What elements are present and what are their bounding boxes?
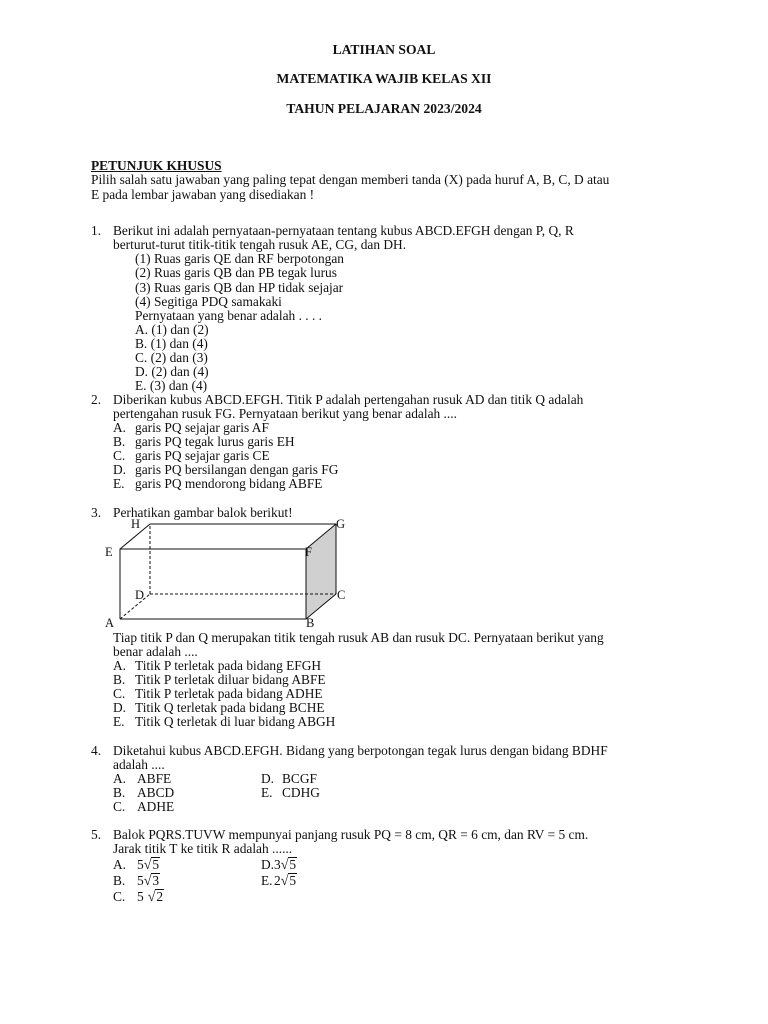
q5-number: 5. [91,827,102,842]
q5-option-letter: B. [113,873,126,888]
q5-option-letter: D. [261,857,275,872]
q2-option-letter: A. [113,420,127,435]
vertex-label-b: B [306,616,315,630]
q4-option-letter: E. [261,785,273,800]
q1-text-2: berturut-turut titik-titik tengah rusuk AE, CG, dan DH. [113,237,407,252]
vertex-label-d: D [135,588,145,602]
q3-number: 3. [91,505,102,520]
q5-coefficient: 5 [137,889,144,904]
q4-option-text: BCGF [282,771,317,786]
q3-option-text: Titik Q terletak di luar bidang ABGH [135,714,336,729]
q2-option-text: garis PQ mendorong bidang ABFE [135,476,323,491]
q1-prompt: Pernyataan yang benar adalah . . . . [135,308,323,323]
q1-statement: (4) Segitiga PDQ samakaki [135,294,282,309]
sqrt-symbol: √ [143,858,152,873]
q5-coefficient: 2 [274,873,281,888]
q1-number: 1. [91,223,102,238]
q3-option-letter: A. [113,658,127,673]
q4-option-letter: B. [113,785,126,800]
vertex-label-e: E [105,545,113,559]
q5-option-value [274,857,297,873]
vertex-label-g: G [336,517,346,531]
q3-text-2: benar adalah .... [113,644,198,659]
q4-option-text: CDHG [282,785,320,800]
q5-option-letter: C. [113,889,126,904]
q2-option-letter: E. [113,476,125,491]
q4-number: 4. [91,743,102,758]
q3-option-text: Titik P terletak pada bidang ADHE [135,686,323,701]
q3-option-letter: C. [113,686,126,701]
q2-option-letter: C. [113,448,126,463]
q5-text-2: Jarak titik T ke titik R adalah ...... [113,841,293,856]
sqrt-symbol: √ [147,890,156,905]
q4-text-2: adalah .... [113,757,165,772]
q2-option-letter: D. [113,462,127,477]
q3-option-letter: E. [113,714,125,729]
q2-option-text: garis PQ sejajar garis CE [135,448,270,463]
q5-coefficient: 5 [137,873,144,888]
q3-option-letter: D. [113,700,127,715]
q5-radicand: 5 [289,857,297,872]
q5-option-value [137,873,160,889]
shaded-face-bcgf [306,524,336,619]
q1-option: A. (1) dan (2) [135,322,209,337]
q3-option-text: Titik P terletak diluar bidang ABFE [135,672,326,687]
vertex-label-c: C [337,588,346,602]
q5-option-value [137,857,160,873]
q3-text: Perhatikan gambar balok berikut! [113,505,293,520]
q2-number: 2. [91,392,102,407]
q4-text-1: Diketahui kubus ABCD.EFGH. Bidang yang berpotongan tegak lurus dengan bidang BDHF [113,743,608,758]
q5-text-1: Balok PQRS.TUVW mempunyai panjang rusuk PQ = 8 cm, QR = 6 cm, dan RV = 5 cm. [113,827,589,842]
doc-year: TAHUN PELAJARAN 2023/2024 [286,101,482,116]
q2-text-1: Diberikan kubus ABCD.EFGH. Titik P adalah pertengahan rusuk AD dan titik Q adalah [113,392,584,407]
q5-option-value [274,873,297,889]
q3-option-text: Titik Q terletak pada bidang BCHE [135,700,325,715]
q1-statement: (3) Ruas garis QB dan HP tidak sejajar [135,280,344,295]
cuboid-figure [100,514,360,632]
q1-option: D. (2) dan (4) [135,364,209,379]
q4-option-letter: D. [261,771,275,786]
doc-subject: MATEMATIKA WAJIB KELAS XII [276,71,492,86]
vertex-label-a: A [105,616,115,630]
sqrt-symbol: √ [280,874,289,889]
q5-coefficient: 5 [137,857,144,872]
doc-title: LATIHAN SOAL [332,42,436,57]
q1-statement: (2) Ruas garis QB dan PB tegak lurus [135,265,337,280]
vertex-label-h: H [131,517,141,531]
q5-radicand: 2 [156,889,164,904]
q4-option-text: ABCD [137,785,175,800]
q3-text-1: Tiap titik P dan Q merupakan titik tengah rusuk AB dan rusuk DC. Pernyataan berikut yang [113,630,604,645]
q1-option: B. (1) dan (4) [135,336,208,351]
q5-radicand: 3 [152,873,160,888]
q4-option-text: ADHE [137,799,175,814]
q1-option: E. (3) dan (4) [135,378,208,393]
instructions-line-2: E pada lembar jawaban yang disediakan ! [91,187,315,202]
vertex-label-f: F [305,545,312,559]
q1-option: C. (2) dan (3) [135,350,208,365]
q5-option-letter: E. [261,873,273,888]
instructions-title: PETUNJUK KHUSUS [91,158,222,173]
q2-option-text: garis PQ sejajar garis AF [135,420,269,435]
sqrt-symbol: √ [143,874,152,889]
sqrt-symbol: √ [280,858,289,873]
q2-option-text: garis PQ bersilangan dengan garis FG [135,462,339,477]
q3-option-letter: B. [113,672,126,687]
q4-option-text: ABFE [137,771,172,786]
q5-radicand: 5 [289,873,297,888]
q5-radicand: 5 [152,857,160,872]
q3-option-text: Titik P terletak pada bidang EFGH [135,658,322,673]
q5-option-value [137,889,164,905]
instructions-line-1: Pilih salah satu jawaban yang paling tepat dengan memberi tanda (X) pada huruf A, B, C, D atau [91,172,610,187]
q2-text-2: pertengahan rusuk FG. Pernyataan berikut yang benar adalah .... [113,406,457,421]
q4-option-letter: A. [113,771,127,786]
q5-option-letter: A. [113,857,127,872]
q2-option-text: garis PQ tegak lurus garis EH [135,434,295,449]
front-face-abfe [120,549,306,619]
q5-coefficient: 3 [274,857,281,872]
q2-option-letter: B. [113,434,126,449]
q1-statement: (1) Ruas garis QE dan RF berpotongan [135,251,345,266]
q1-text-1: Berikut ini adalah pernyataan-pernyataan tentang kubus ABCD.EFGH dengan P, Q, R [113,223,574,238]
q4-option-letter: C. [113,799,126,814]
